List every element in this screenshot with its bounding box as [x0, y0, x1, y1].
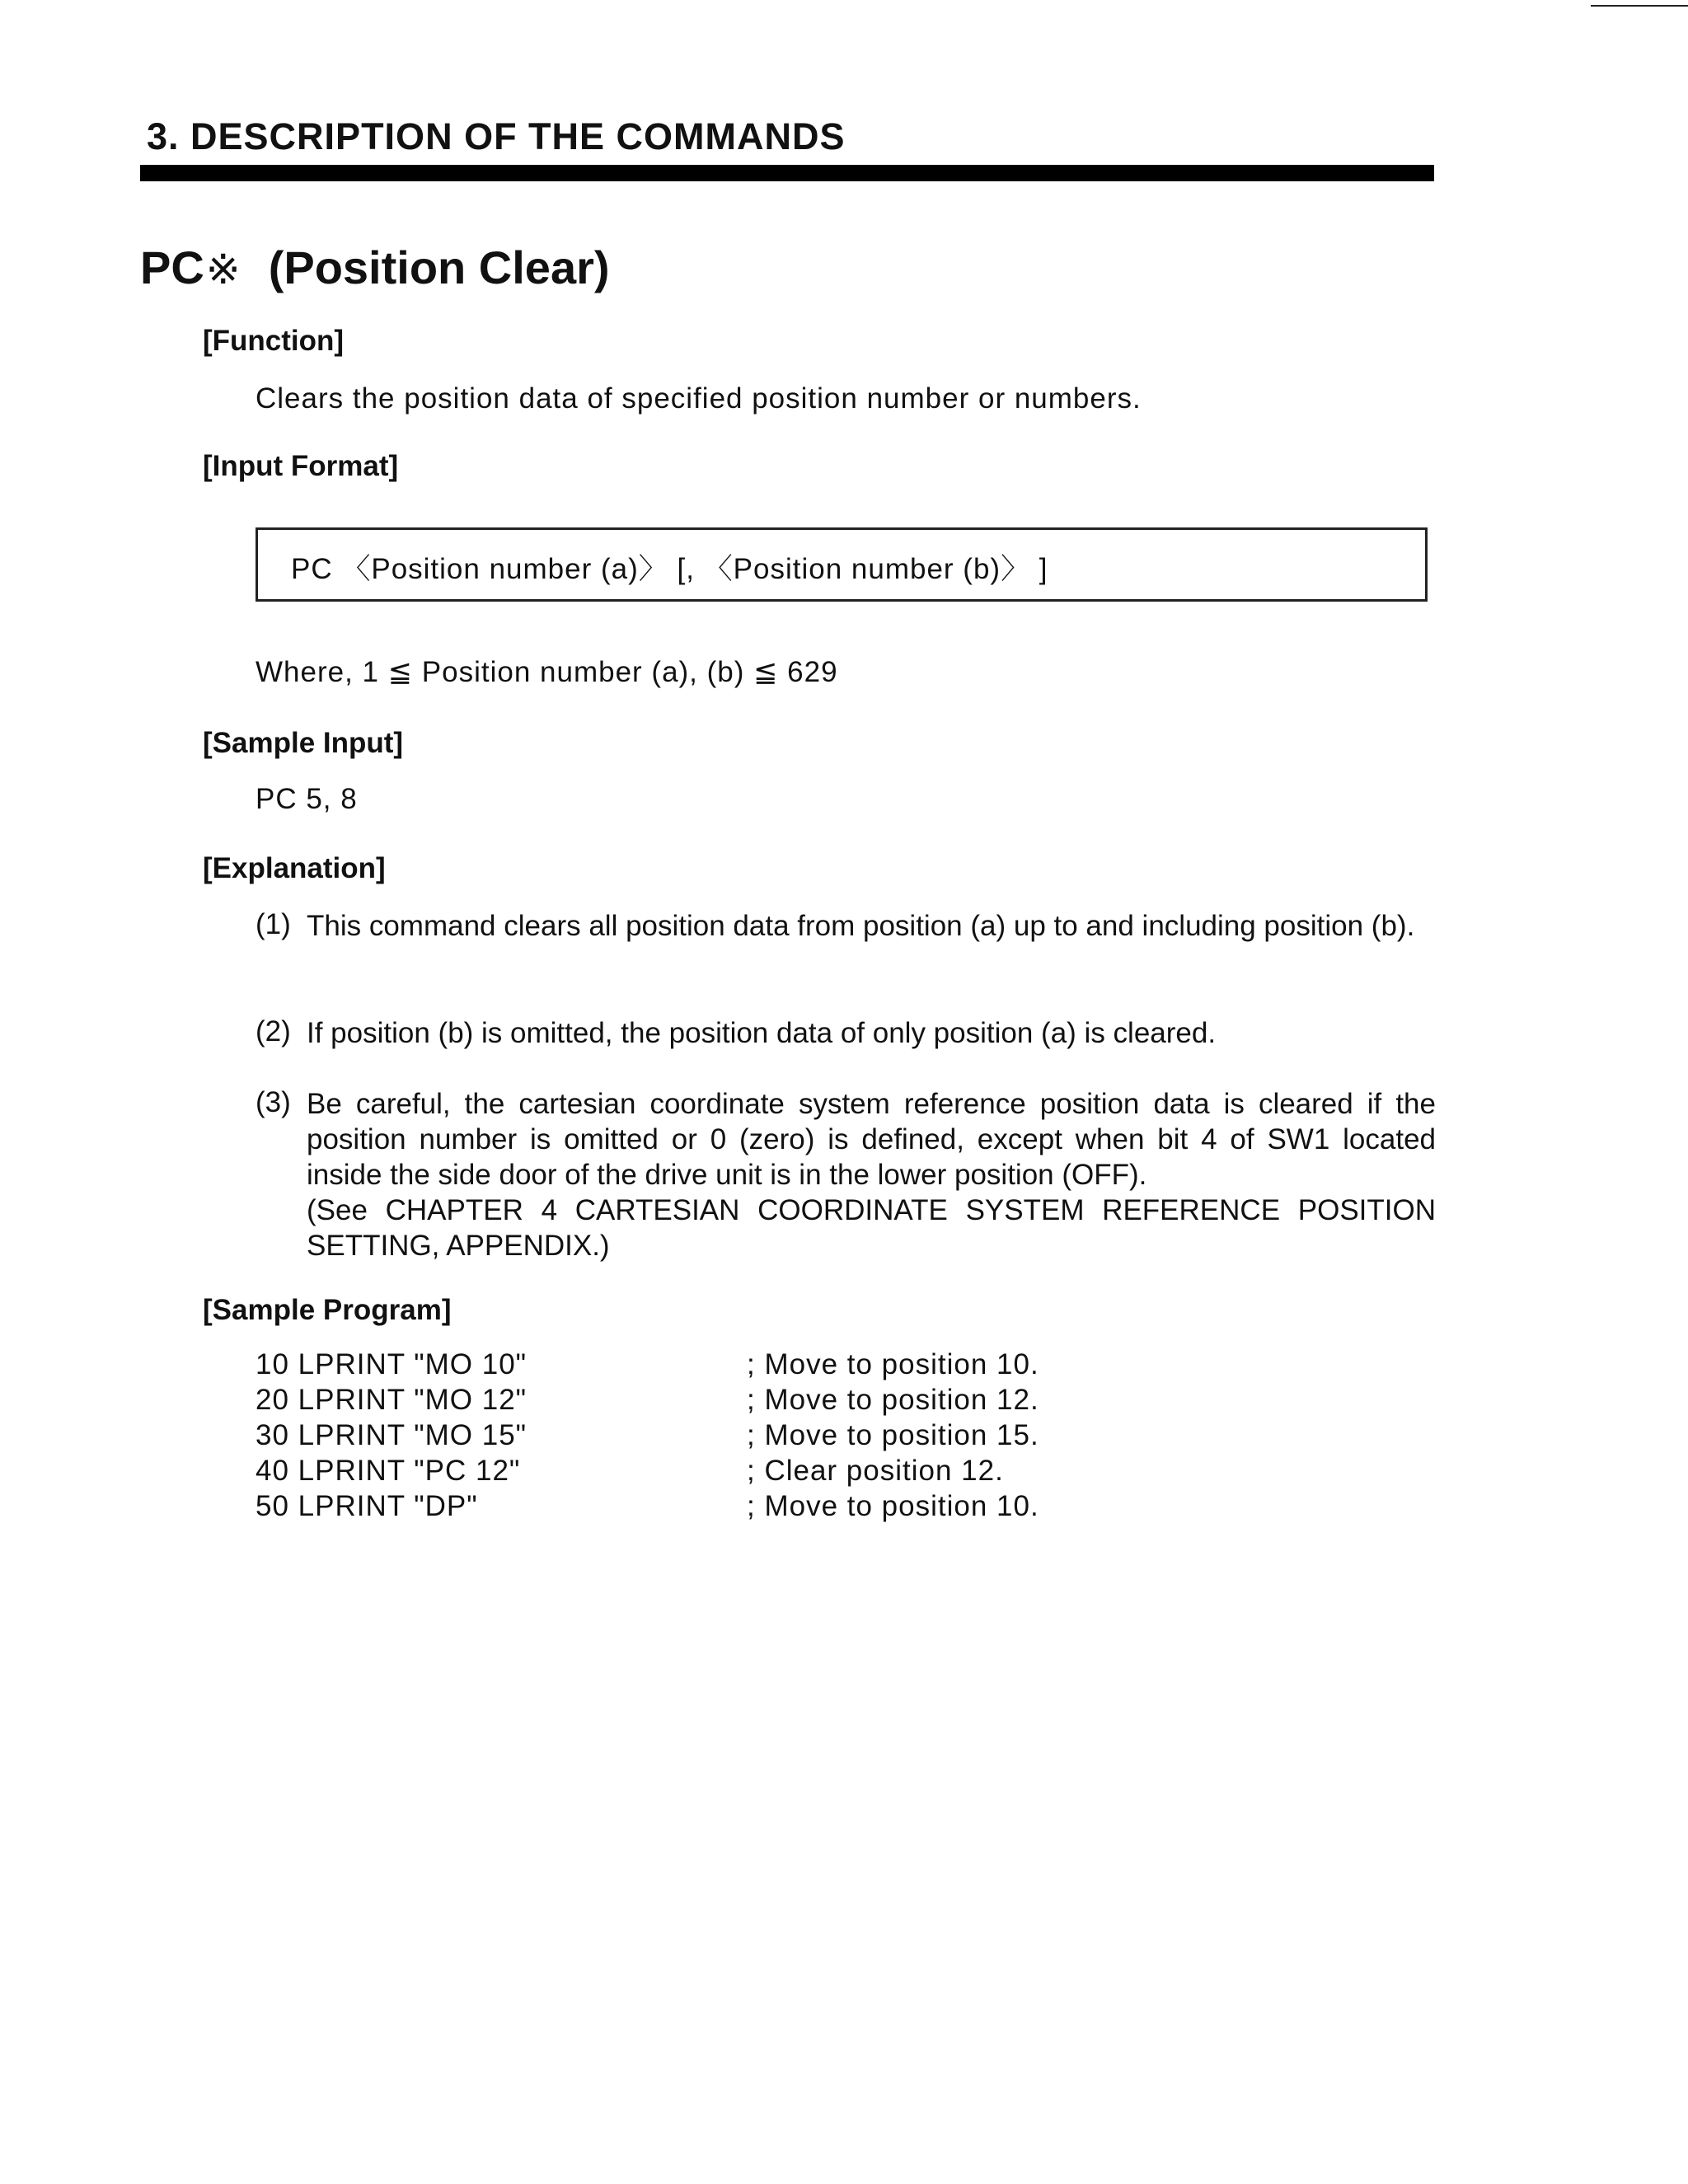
program-line-comment: ; Move to position 10.	[747, 1490, 1039, 1522]
explanation-item-number: (2)	[256, 1015, 291, 1047]
command-code: PC	[140, 241, 204, 293]
explanation-item-text: This command clears all position data from position (a) up to and including position (b).	[307, 910, 1415, 942]
program-line-comment: ; Move to position 10.	[747, 1348, 1039, 1380]
command-title	[140, 241, 610, 294]
program-line-comment: ; Clear position 12.	[747, 1455, 1004, 1487]
explanation-item-number: (1)	[256, 908, 291, 940]
program-line-comment: ; Move to position 12.	[747, 1384, 1039, 1416]
explanation-item-number: (3)	[256, 1086, 291, 1118]
program-line	[256, 1490, 1162, 1526]
input-format-box	[256, 527, 1428, 602]
section-title: 3. DESCRIPTION OF THE COMMANDS	[147, 115, 846, 157]
page-edge-rule	[1591, 5, 1688, 7]
program-line-code: 30 LPRINT "MO 15"	[256, 1419, 528, 1451]
reference-mark-icon: ※	[205, 246, 241, 293]
input-format-heading: [Input Format]	[203, 450, 399, 482]
command-name: (Position Clear)	[268, 241, 610, 293]
sample-input-text: PC 5, 8	[256, 783, 358, 815]
program-line-code: 40 LPRINT "PC 12"	[256, 1455, 521, 1487]
explanation-heading: [Explanation]	[203, 852, 386, 884]
sample-input-heading: [Sample Input]	[203, 727, 404, 759]
input-format-where: Where, 1 ≦ Position number (a), (b) ≦ 629	[256, 656, 838, 688]
program-line	[256, 1419, 1162, 1455]
program-line-code: 20 LPRINT "MO 12"	[256, 1384, 528, 1416]
input-format-syntax: PC 〈Position number (a)〉 [, 〈Position number (b)〉 ]	[291, 553, 1048, 585]
program-line-code: 50 LPRINT "DP"	[256, 1490, 478, 1522]
program-line-code: 10 LPRINT "MO 10"	[256, 1348, 528, 1380]
function-heading: [Function]	[203, 325, 345, 357]
explanation-item-text: Be careful, the cartesian coordinate system reference position data is cleared if the position number is omitted or 0 (zero) is defined, except when bit 4 of SW1 located inside the side door of the drive unit is in the lower position (OFF).	[307, 1088, 1436, 1191]
explanation-item-text: If position (b) is omitted, the position data of only position (a) is cleared.	[307, 1017, 1217, 1049]
function-text: Clears the position data of specified position number or numbers.	[256, 382, 1142, 415]
explanation-item-reference: (See CHAPTER 4 CARTESIAN COORDINATE SYSTEM REFERENCE POSITION SETTING, APPENDIX.)	[307, 1194, 1436, 1262]
section-divider-bar	[140, 165, 1434, 181]
program-line	[256, 1455, 1162, 1490]
program-line	[256, 1384, 1162, 1419]
sample-program-heading: [Sample Program]	[203, 1294, 452, 1326]
program-line-comment: ; Move to position 15.	[747, 1419, 1039, 1451]
program-line	[256, 1348, 1162, 1384]
